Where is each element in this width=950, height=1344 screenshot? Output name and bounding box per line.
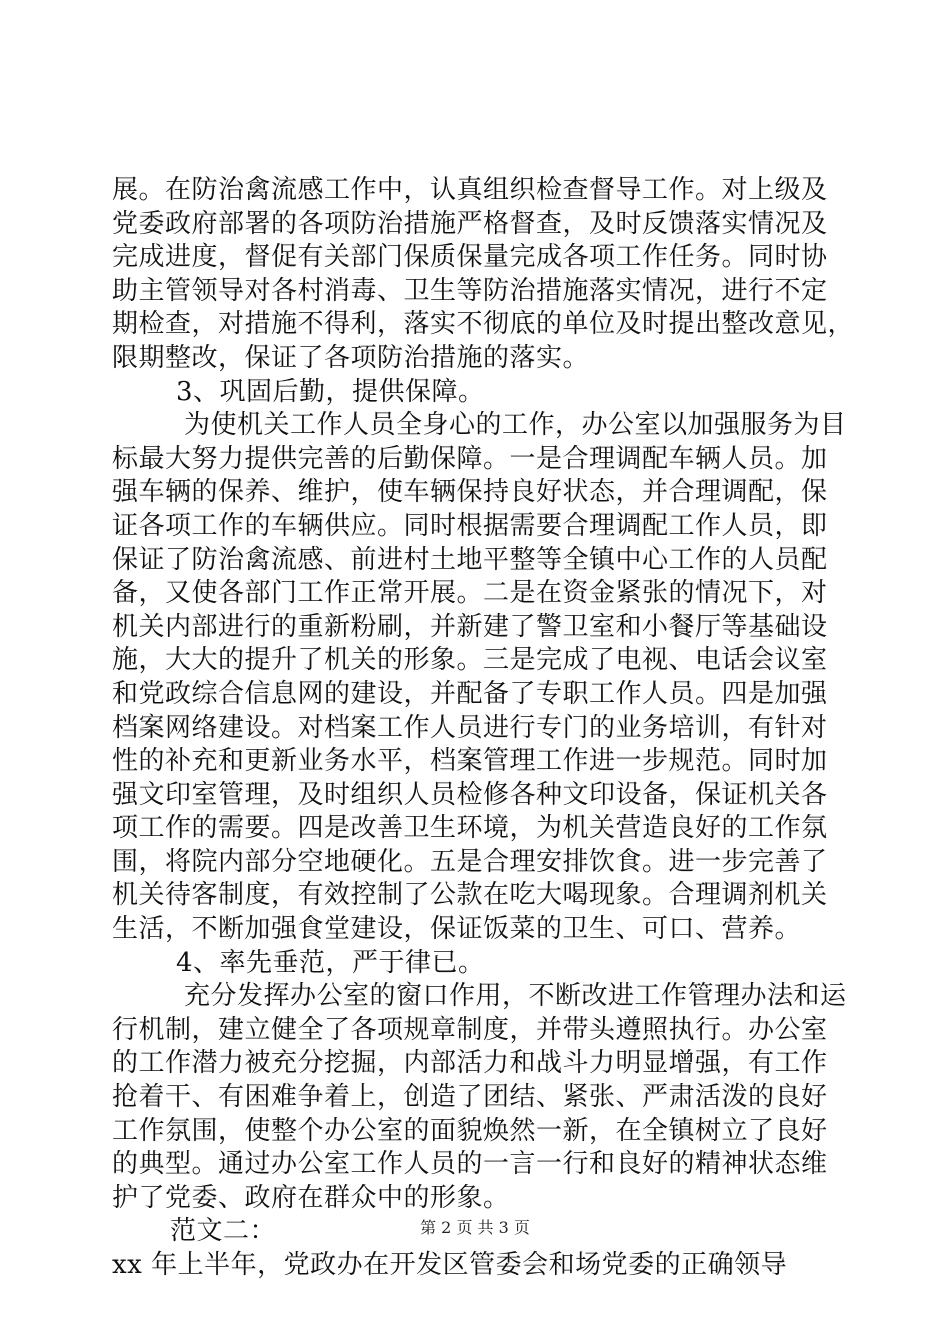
body-line: 保证了防治禽流感、前进村土地平整等全镇中心工作的人员配 xyxy=(112,544,828,575)
body-line: 档案网络建设。对档案工作人员进行专门的业务培训，有针对 xyxy=(112,712,828,743)
section-heading: 4、率先垂范，严于律已。 xyxy=(176,947,485,978)
body-line: 助主管领导对各村消毒、卫生等防治措施落实情况，进行不定 xyxy=(112,275,828,306)
body-line: 机关待客制度，有效控制了公款在吃大喝现象。合理调剂机关 xyxy=(112,880,828,911)
body-line: 抢着干、有困难争着上，创造了团结、紧张、严肃活泼的良好 xyxy=(112,1082,828,1113)
body-line: 的典型。通过办公室工作人员的一言一行和良好的精神状态维 xyxy=(112,1149,828,1180)
body-line: 护了党委、政府在群众中的形象。 xyxy=(112,1182,510,1213)
body-line: 和党政综合信息网的建设，并配备了专职工作人员。四是加强 xyxy=(112,678,828,709)
body-line: 机关内部进行的重新粉刷，并新建了警卫室和小餐厅等基础设 xyxy=(112,611,828,642)
body-line: 证各项工作的车辆供应。同时根据需要合理调配工作人员，即 xyxy=(112,510,828,541)
body-line: 展。在防治禽流感工作中，认真组织检查督导工作。对上级及 xyxy=(112,175,828,205)
body-line: 限期整改，保证了各项防治措施的落实。 xyxy=(112,342,590,373)
body-line: 完成进度，督促有关部门保质保量完成各项工作任务。同时协 xyxy=(112,242,828,273)
body-line: 标最大努力提供完善的后勤保障。一是合理调配车辆人员。加 xyxy=(112,443,828,474)
body-line: 党委政府部署的各项防治措施严格督查，及时反馈落实情况及 xyxy=(112,208,828,239)
body-line: 备，又使各部门工作正常开展。二是在资金紧张的情况下，对 xyxy=(112,578,828,609)
sample-label: 范文二： xyxy=(170,1216,277,1247)
body-line: 的工作潜力被充分挖掘，内部活力和战斗力明显增强，有工作 xyxy=(112,1048,828,1079)
body-line: 期检查，对措施不得利，落实不彻底的单位及时提出整改意见， xyxy=(112,309,855,340)
paragraph-first-line: 充分发挥办公室的窗口作用，不断改进工作管理办法和运 xyxy=(184,981,847,1012)
section-heading: 3、巩固后勤，提供保障。 xyxy=(176,376,485,407)
body-line: 强车辆的保养、维护，使车辆保持良好状态，并合理调配，保 xyxy=(112,477,828,508)
body-line: 围，将院内部分空地硬化。五是合理安排饮食。进一步完善了 xyxy=(112,846,828,877)
body-line: 施，大大的提升了机关的形象。三是完成了电视、电话会议室 xyxy=(112,645,828,676)
body-line: 工作氛围，使整个办公室的面貌焕然一新，在全镇树立了良好 xyxy=(112,1115,828,1146)
body-line: 性的补充和更新业务水平，档案管理工作进一步规范。同时加 xyxy=(112,746,828,777)
page-footer: 第 2 页 共 3 页 xyxy=(420,1218,530,1237)
document-body xyxy=(112,174,855,1283)
body-line: xx 年上半年，党政办在开发区管委会和场党委的正确领导 xyxy=(112,1250,788,1280)
paragraph-first-line: 为使机关工作人员全身心的工作，办公室以加强服务为目 xyxy=(184,410,847,441)
body-line: 行机制，建立健全了各项规章制度，并带头遵照执行。办公室 xyxy=(112,1014,828,1045)
body-line: 生活，不断加强食堂建设，保证饭菜的卫生、可口、营养。 xyxy=(112,914,802,945)
body-line: 强文印室管理，及时组织人员检修各种文印设备，保证机关各 xyxy=(112,779,828,810)
body-line: 项工作的需要。四是改善卫生环境，为机关营造良好的工作氛 xyxy=(112,813,828,844)
